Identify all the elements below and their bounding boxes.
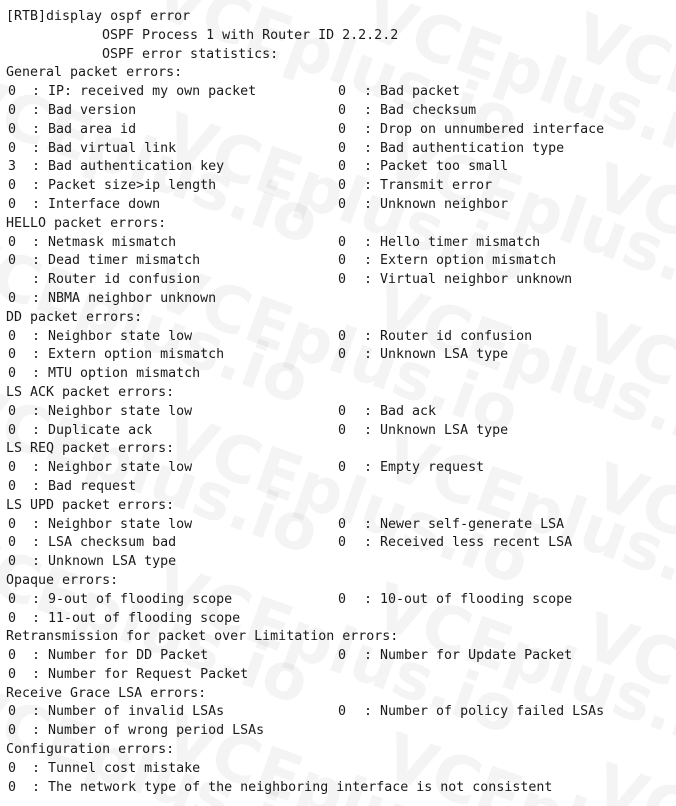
section-title: LS ACK packet errors:: [6, 384, 175, 400]
error-label: : Bad authentication type: [364, 140, 565, 156]
error-label: : Neighbor state low: [32, 403, 193, 419]
error-label: : Transmit error: [364, 178, 493, 194]
error-count: 0: [8, 535, 17, 551]
error-label: : Bad virtual link: [32, 140, 177, 156]
section-title: HELLO packet errors:: [6, 215, 167, 231]
error-row: [0, 177, 676, 196]
error-label: : MTU option mismatch: [32, 366, 201, 382]
error-label: : Hello timer mismatch: [364, 234, 541, 250]
error-label: : Bad version: [32, 102, 137, 118]
error-sections: [0, 64, 676, 797]
error-count: 0: [8, 460, 17, 476]
error-label: : Bad ack: [364, 403, 437, 419]
error-row: [0, 346, 676, 365]
error-label: : Unknown neighbor: [364, 196, 509, 212]
error-row: [0, 403, 676, 422]
error-row: [0, 140, 676, 159]
error-count: 0: [8, 478, 17, 494]
section-title: LS REQ packet errors:: [6, 441, 175, 457]
section-title: Configuration errors:: [6, 742, 175, 758]
error-row: [0, 610, 676, 629]
error-label: : Unknown LSA type: [364, 422, 509, 438]
error-count: 0: [338, 234, 347, 250]
error-label: : Neighbor state low: [32, 516, 193, 532]
error-count: 0: [338, 591, 347, 607]
section-title: DD packet errors:: [6, 309, 143, 325]
error-label: : Dead timer mismatch: [32, 253, 201, 269]
error-label: : Extern option mismatch: [32, 347, 225, 363]
error-label: : Interface down: [32, 196, 161, 212]
error-label: : Received less recent LSA: [364, 535, 573, 551]
error-label: : Bad authentication key: [32, 159, 225, 175]
error-row: [0, 158, 676, 177]
command-line: [RTB]display ospf error: [6, 9, 191, 24]
error-count: 0: [8, 516, 17, 532]
error-count: 0: [8, 347, 17, 363]
error-row: [0, 703, 676, 722]
error-row: [0, 422, 676, 441]
error-count: 0: [338, 347, 347, 363]
error-count: 0: [338, 516, 347, 532]
section-title: General packet errors:: [6, 65, 183, 81]
error-label: : Number of invalid LSAs: [32, 704, 225, 720]
error-label: : Tunnel cost mistake: [32, 760, 201, 776]
error-label: : Packet size>ip length: [32, 178, 217, 194]
error-count: 3: [8, 159, 17, 175]
error-count: 0: [338, 84, 347, 100]
error-row: [0, 121, 676, 140]
error-label: : Drop on unnumbered interface: [364, 121, 605, 137]
error-count: 0: [338, 272, 347, 288]
error-count: 0: [8, 290, 17, 306]
error-label: : 11-out of flooding scope: [32, 610, 241, 626]
error-label: : NBMA neighbor unknown: [32, 290, 217, 306]
error-count: 0: [338, 535, 347, 551]
error-row: [0, 252, 676, 271]
error-label: : The network type of the neighboring interface is not consistent: [32, 779, 553, 795]
error-count: 0: [8, 704, 17, 720]
error-row: [0, 83, 676, 102]
error-row: [0, 647, 676, 666]
error-label: : Number for Request Packet: [32, 666, 249, 682]
error-count: 0: [8, 234, 17, 250]
error-row: [0, 516, 676, 535]
error-label: : Number for Update Packet: [364, 648, 573, 664]
error-count: 0: [8, 328, 17, 344]
error-count: 0: [8, 554, 17, 570]
error-count: 0: [8, 178, 17, 194]
error-count: 0: [8, 610, 17, 626]
error-count: 0: [8, 366, 17, 382]
error-row: [0, 779, 676, 798]
error-row: [0, 553, 676, 572]
error-count: 0: [338, 140, 347, 156]
section-title: Opaque errors:: [6, 572, 119, 588]
error-count: 0: [8, 403, 17, 419]
error-label: : Neighbor state low: [32, 460, 193, 476]
error-row: [0, 234, 676, 253]
error-row: [0, 534, 676, 553]
error-row: [0, 722, 676, 741]
error-count: 0: [8, 84, 17, 100]
error-count: 0: [338, 102, 347, 118]
error-row: [0, 365, 676, 384]
process-info: OSPF Process 1 with Router ID 2.2.2.2: [102, 27, 399, 43]
error-count: 0: [8, 779, 17, 795]
error-label: : Router id confusion: [364, 328, 533, 344]
error-row: [0, 271, 676, 290]
error-label: : Bad request: [32, 478, 137, 494]
error-count: 0: [8, 648, 17, 664]
section-title: Receive Grace LSA errors:: [6, 685, 207, 701]
error-label: : Virtual neighbor unknown: [364, 272, 573, 288]
error-row: [0, 459, 676, 478]
error-count: 0: [8, 253, 17, 269]
error-label: : IP: received my own packet: [32, 84, 257, 100]
error-label: : 9-out of flooding scope: [32, 591, 233, 607]
error-count: 0: [338, 159, 347, 175]
error-count: 0: [8, 591, 17, 607]
error-count: 0: [8, 121, 17, 137]
error-label: : Empty request: [364, 460, 485, 476]
error-row: [0, 328, 676, 347]
error-count: 0: [338, 422, 347, 438]
error-count: 0: [338, 403, 347, 419]
error-count: 0: [8, 102, 17, 118]
error-count: 0: [338, 328, 347, 344]
error-row: [0, 666, 676, 685]
error-label: : Duplicate ack: [32, 422, 153, 438]
stats-heading: OSPF error statistics:: [102, 46, 279, 62]
error-count: 0: [338, 648, 347, 664]
error-count: 0: [338, 178, 347, 194]
error-count: 0: [8, 140, 17, 156]
error-label: : Netmask mismatch: [32, 234, 177, 250]
error-label: : Bad area id: [32, 121, 137, 137]
error-label: : 10-out of flooding scope: [364, 591, 573, 607]
error-count: 0: [8, 422, 17, 438]
error-count: 0: [338, 460, 347, 476]
error-row: [0, 760, 676, 779]
error-row: [0, 478, 676, 497]
error-label: : Bad packet: [364, 84, 461, 100]
error-label: : Newer self-generate LSA: [364, 516, 565, 532]
error-count: 0: [338, 253, 347, 269]
error-count: 0: [8, 760, 17, 776]
error-row: [0, 591, 676, 610]
error-row: [0, 102, 676, 121]
error-label: : Neighbor state low: [32, 328, 193, 344]
error-label: : LSA checksum bad: [32, 535, 177, 551]
error-label: : Router id confusion: [32, 272, 201, 288]
error-row: [0, 196, 676, 215]
error-label: : Number of policy failed LSAs: [364, 704, 605, 720]
error-label: : Bad checksum: [364, 102, 477, 118]
error-label: : Number of wrong period LSAs: [32, 723, 265, 739]
error-count: 0: [338, 196, 347, 212]
error-row: [0, 290, 676, 309]
error-count: 0: [338, 121, 347, 137]
error-count: 0: [338, 704, 347, 720]
section-title: Retransmission for packet over Limitation errors:: [6, 629, 399, 645]
error-count: 0: [8, 666, 17, 682]
error-label: : Unknown LSA type: [364, 347, 509, 363]
error-label: : Packet too small: [364, 159, 509, 175]
error-count: 0: [8, 723, 17, 739]
section-title: LS UPD packet errors:: [6, 497, 175, 513]
error-count: 0: [8, 196, 17, 212]
error-label: : Unknown LSA type: [32, 554, 177, 570]
error-label: : Number for DD Packet: [32, 648, 209, 664]
error-label: : Extern option mismatch: [364, 253, 557, 269]
